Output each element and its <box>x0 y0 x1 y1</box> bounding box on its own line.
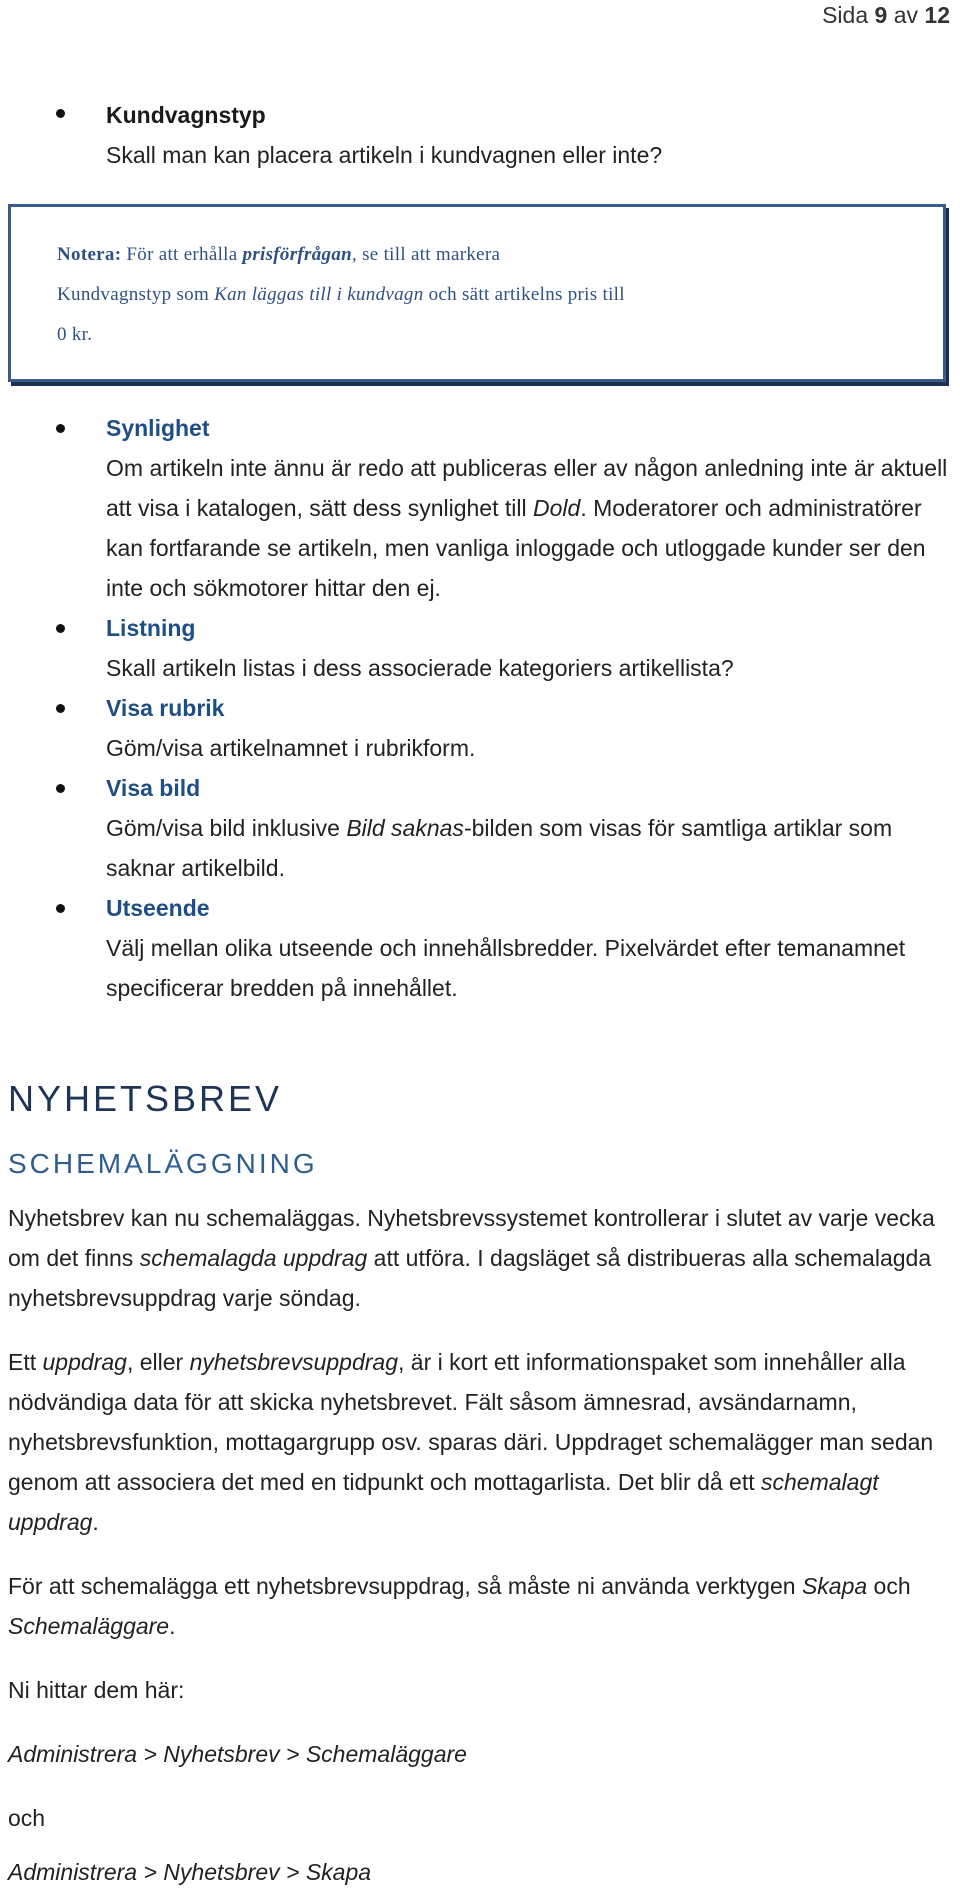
bullet-icon <box>56 904 65 913</box>
paragraph-emphasis: Schemaläggare <box>8 1613 170 1639</box>
menu-path-schemalaggare <box>8 1734 953 1774</box>
paragraph-text: . <box>92 1509 99 1535</box>
note-text-5: 0 kr. <box>57 324 93 345</box>
item-title: Utseende <box>106 895 210 921</box>
paragraph-text: och <box>867 1573 911 1599</box>
item-text-part: Om artikeln inte ännu är redo att publiceras eller av någon anledning inte är aktuell att visa i katalogen, sätt dess synlighet till <box>106 455 948 521</box>
item-text <box>106 448 960 608</box>
bullet-list-main <box>0 408 960 1008</box>
paragraph-emphasis: nyhetsbrevsuppdrag <box>189 1349 398 1375</box>
menu-path-text: Administrera > Nyhetsbrev > Skapa <box>8 1859 372 1885</box>
note-box <box>8 204 946 382</box>
item-title: Visa bild <box>106 775 201 801</box>
page-number-prefix: Sida <box>822 2 869 28</box>
note-emphasis: Kan läggas till i kundvagn <box>214 284 424 305</box>
list-item <box>0 95 960 175</box>
paragraph-emphasis: uppdrag <box>42 1349 127 1375</box>
bullet-icon <box>56 784 65 793</box>
note-text-4: och sätt artikelns pris till <box>423 284 625 305</box>
paragraph-text: , är i kort ett informationspaket som innehåller alla nödvändiga data för att skicka nyhetsbrevet. Fält såsom ämnesrad, avsändarnamn, nyhetsbrevsfunktion, mottagargrupp osv. sparas däri. Uppdraget schemalägger man sedan genom att associera det med en tidpunkt och mottagarlista. Det blir då ett <box>8 1349 934 1495</box>
item-text: Göm/visa artikelnamnet i rubrikform. <box>106 735 476 761</box>
item-text: Skall man kan placera artikeln i kundvagnen eller inte? <box>106 142 663 168</box>
page-number-current: 9 <box>874 2 888 28</box>
list-item <box>0 888 960 1008</box>
item-title: Synlighet <box>106 415 210 441</box>
bullet-icon <box>56 424 65 433</box>
bullet-icon <box>56 109 65 118</box>
paragraph-emphasis: schemalagda uppdrag <box>139 1245 368 1271</box>
list-item <box>0 608 960 688</box>
menu-path-skapa <box>8 1852 953 1892</box>
paragraph-intro <box>8 1198 953 1318</box>
paragraph-emphasis: schemalagt uppdrag <box>8 1469 879 1535</box>
bullet-icon <box>56 624 65 633</box>
item-title: Visa rubrik <box>106 695 225 721</box>
note-line-1 <box>57 235 899 275</box>
paragraph-text: Ett <box>8 1349 43 1375</box>
paragraph-find: Ni hittar dem här: <box>8 1677 185 1703</box>
item-text: Välj mellan olika utseende och innehållsbredder. Pixelvärdet efter temanamnet specificerar bredden på innehållet. <box>106 935 906 1001</box>
menu-path-text: Administrera > Nyhetsbrev > Schemaläggare <box>8 1741 467 1767</box>
subsection-heading: SCHEMALÄGGNING <box>8 1148 318 1179</box>
item-text-part: -bilden som visas för samtliga artiklar som saknar artikelbild. <box>106 815 893 881</box>
note-text-3: Kundvagnstyp som <box>57 284 215 305</box>
item-text-part: . Moderatorer och administratörer kan fortfarande se artikeln, men vanliga inloggade och utloggade kunder ser den inte och sökmotorer hittar den ej. <box>106 495 926 601</box>
paragraph-och: och <box>8 1805 46 1831</box>
item-text-part: Göm/visa bild inklusive <box>106 815 347 841</box>
paragraph-text: Nyhetsbrev kan nu schemaläggas. Nyhetsbrevssystemet kontrollerar i slutet av varje vecka om det finns <box>8 1205 935 1271</box>
note-line-3 <box>57 315 899 355</box>
section-heading: NYHETSBREV <box>8 1078 283 1119</box>
item-text: Skall artikeln listas i dess associerade kategoriers artikellista? <box>106 655 734 681</box>
paragraph-uppdrag <box>8 1342 953 1542</box>
list-item <box>0 408 960 608</box>
paragraph-emphasis: Skapa <box>801 1573 868 1599</box>
list-item <box>0 688 960 768</box>
bullet-icon <box>56 704 65 713</box>
page-number-total: 12 <box>924 2 950 28</box>
item-text-emphasis: Bild saknas <box>346 815 464 841</box>
item-text-emphasis: Dold <box>533 495 581 521</box>
note-text-1: För att erhålla <box>126 244 243 265</box>
paragraph-text: , eller <box>126 1349 190 1375</box>
page-number-separator: av <box>893 2 919 28</box>
item-title: Listning <box>106 615 196 641</box>
page-number <box>822 2 950 29</box>
paragraph-text: . <box>169 1613 176 1639</box>
note-line-2 <box>57 275 899 315</box>
bullet-list-top <box>0 95 960 175</box>
item-text <box>106 808 960 888</box>
paragraph-text: För att schemalägga ett nyhetsbrevsuppdrag, så måste ni använda verktygen <box>8 1573 802 1599</box>
note-term: prisförfrågan <box>242 244 353 265</box>
list-item <box>0 768 960 888</box>
note-label: Notera: <box>57 244 122 265</box>
item-title: Kundvagnstyp <box>106 102 266 128</box>
paragraph-tools <box>8 1566 953 1646</box>
paragraph-text: att utföra. I dagsläget så distribueras alla schemalagda nyhetsbrevsuppdrag varje söndag. <box>8 1245 932 1311</box>
note-text-2: , se till att markera <box>352 244 501 265</box>
